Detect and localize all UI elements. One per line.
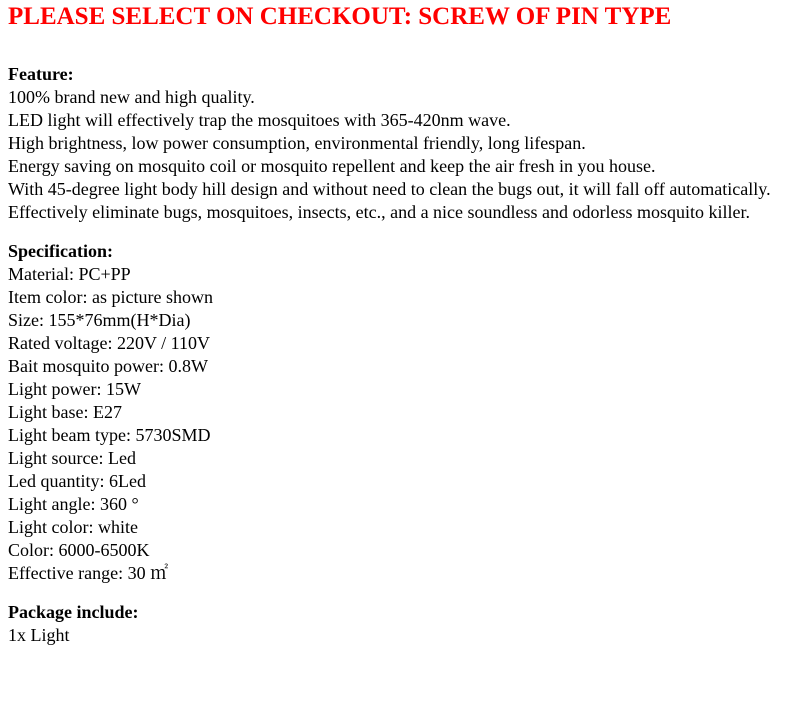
spec-line: Led quantity: 6Led: [8, 471, 146, 491]
spec-line: Size: 155*76mm(H*Dia): [8, 310, 191, 330]
feature-line: With 45-degree light body hill design and without need to clean the bugs out, it will fall off automatically.: [8, 179, 771, 199]
feature-line: Energy saving on mosquito coil or mosquito repellent and keep the air fresh in you house.: [8, 156, 656, 176]
product-description: [8, 0, 800, 647]
spec-line: Bait mosquito power: 0.8W: [8, 356, 208, 376]
spec-line: Material: PC+PP: [8, 264, 131, 284]
checkout-notice-headline: PLEASE SELECT ON CHECKOUT: SCREW OF PIN TYPE: [8, 3, 672, 30]
feature-section: [8, 63, 800, 224]
spec-line: Color: 6000-6500K: [8, 540, 150, 560]
specification-section: [8, 240, 800, 585]
package-section: [8, 601, 800, 647]
spec-line: Light color: white: [8, 517, 138, 537]
feature-line: LED light will effectively trap the mosquitoes with 365-420nm wave.: [8, 110, 511, 130]
package-line: 1x Light: [8, 625, 70, 645]
package-title: Package include:: [8, 602, 139, 622]
feature-line: High brightness, low power consumption, environmental friendly, long lifespan.: [8, 133, 586, 153]
spec-line: Rated voltage: 220V / 110V: [8, 333, 210, 353]
spec-line: Light base: E27: [8, 402, 122, 422]
feature-line: 100% brand new and high quality.: [8, 87, 255, 107]
spec-line: Light beam type: 5730SMD: [8, 425, 211, 445]
spec-line: Light source: Led: [8, 448, 136, 468]
spec-line: Effective range: 30 ㎡: [8, 563, 169, 583]
feature-title: Feature:: [8, 64, 74, 84]
spec-line: Light angle: 360 °: [8, 494, 139, 514]
spec-line: Item color: as picture shown: [8, 287, 213, 307]
feature-line: Effectively eliminate bugs, mosquitoes, insects, etc., and a nice soundless and odorless mosquito killer.: [8, 202, 751, 222]
specification-title: Specification:: [8, 241, 113, 261]
spec-line: Light power: 15W: [8, 379, 141, 399]
